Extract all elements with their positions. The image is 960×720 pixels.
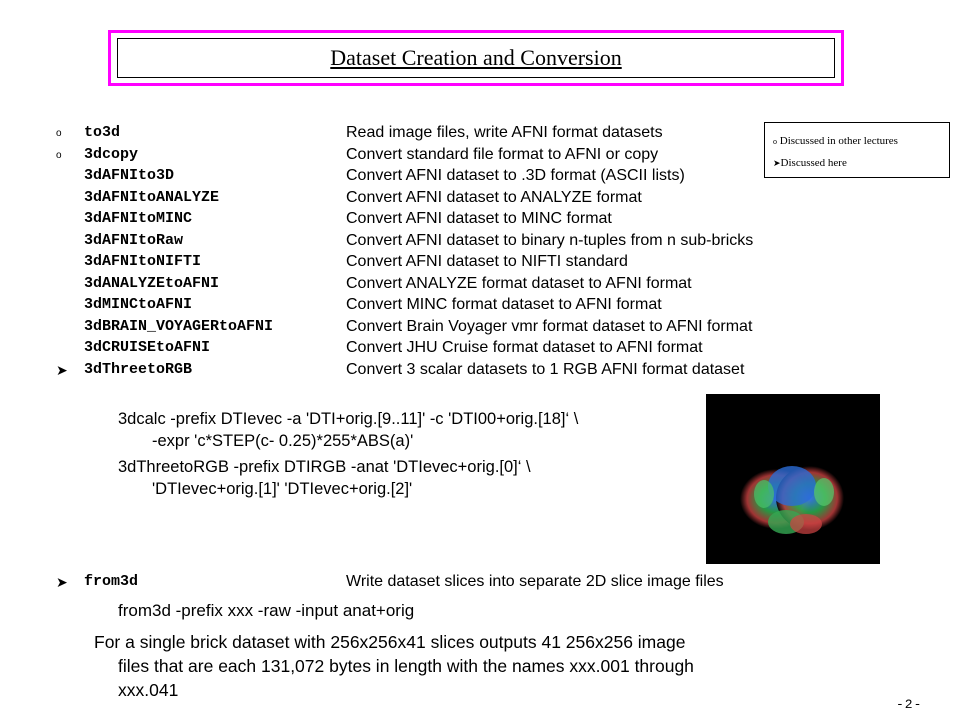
arrow-bullet-icon: ➤ [56,574,68,590]
legend-label: Discussed in other lectures [779,135,898,147]
command-row [56,274,876,296]
command-row [56,317,876,339]
command-row [56,231,876,253]
title-inner-frame [117,38,835,78]
command-description: Convert MINC format dataset to AFNI format [346,296,662,313]
command-name: 3dcopy [84,145,139,163]
command-name: 3dCRUISEtoAFNI [84,339,211,356]
command-row [56,188,876,210]
command-description: Convert AFNI dataset to MINC format [346,210,612,227]
code-line: 'DTIevec+orig.[1]' 'DTIevec+orig.[2]' [152,480,413,498]
code-line: -expr 'c*STEP(c- 0.25)*255*ABS(a)' [152,432,414,450]
slide-title: Dataset Creation and Conversion [330,45,622,70]
command-description: Write dataset slices into separate 2D slice image files [346,573,724,590]
from3d-row [56,572,876,594]
command-list [56,123,876,381]
command-row [56,145,876,167]
command-name: 3dBRAIN_VOYAGERtoAFNI [84,317,274,335]
command-description: Convert 3 scalar datasets to 1 RGB AFNI format dataset [346,360,745,378]
command-row [56,360,876,382]
command-name: to3d [84,124,121,141]
command-description: Read image files, write AFNI format datasets [346,124,663,141]
from3d-note [94,630,694,702]
command-name: 3dAFNIto3D [84,167,175,184]
command-row [56,123,876,145]
command-name: 3dANALYZEtoAFNI [84,274,220,292]
from3d-example: from3d -prefix xxx -raw -input anat+orig [118,601,415,620]
arrow-bullet-icon: ➤ [773,158,781,168]
rgb-example-block-2 [118,456,531,500]
page-number: -2- [896,697,923,712]
command-row [56,252,876,274]
command-name: from3d [84,573,139,590]
note-line: xxx.041 [118,680,179,700]
command-name: 3dAFNItoRaw [84,231,184,249]
code-line: 3dcalc -prefix DTIevec -a 'DTI+orig.[9..11]' -c 'DTI00+orig.[18]‘ \ [118,410,579,428]
legend-item [773,157,847,169]
circle-bullet-icon: o [56,128,62,139]
note-line: files that are each 131,072 bytes in length with the names xxx.001 through [118,656,694,676]
legend-box [764,122,950,178]
command-name: 3dMINCtoAFNI [84,296,193,313]
command-description: Convert AFNI dataset to ANALYZE format [346,188,642,206]
brain-rgb-rendering [706,394,880,564]
command-description: Convert standard file format to AFNI or copy [346,145,659,163]
command-description: Convert AFNI dataset to NIFTI standard [346,253,628,270]
command-description: Convert ANALYZE format dataset to AFNI format [346,274,692,292]
command-row [56,166,876,188]
command-name: 3dAFNItoMINC [84,210,193,227]
command-row [56,209,876,231]
arrow-bullet-icon: ➤ [56,361,68,378]
title-frame [108,30,844,86]
command-description: Convert AFNI dataset to .3D format (ASCII lists) [346,167,685,184]
command-description: Convert AFNI dataset to binary n-tuples from n sub-bricks [346,231,754,249]
rgb-example-block [118,408,578,452]
circle-bullet-icon: o [773,137,777,146]
legend-label: Discussed here [780,157,847,169]
command-name: 3dThreetoRGB [84,360,193,378]
note-line: For a single brick dataset with 256x256x41 slices outputs 41 256x256 image [94,632,686,652]
command-description: Convert JHU Cruise format dataset to AFNI format [346,339,703,356]
command-description: Convert Brain Voyager vmr format dataset to AFNI format [346,317,753,335]
rgb-brain-image [706,394,880,564]
command-row [56,295,876,317]
code-line: 3dThreetoRGB -prefix DTIRGB -anat 'DTIevec+orig.[0]‘ \ [118,458,531,476]
legend-item [773,135,898,147]
command-row [56,338,876,360]
circle-bullet-icon: o [56,149,62,161]
command-name: 3dAFNItoANALYZE [84,188,220,206]
command-name: 3dAFNItoNIFTI [84,253,202,270]
